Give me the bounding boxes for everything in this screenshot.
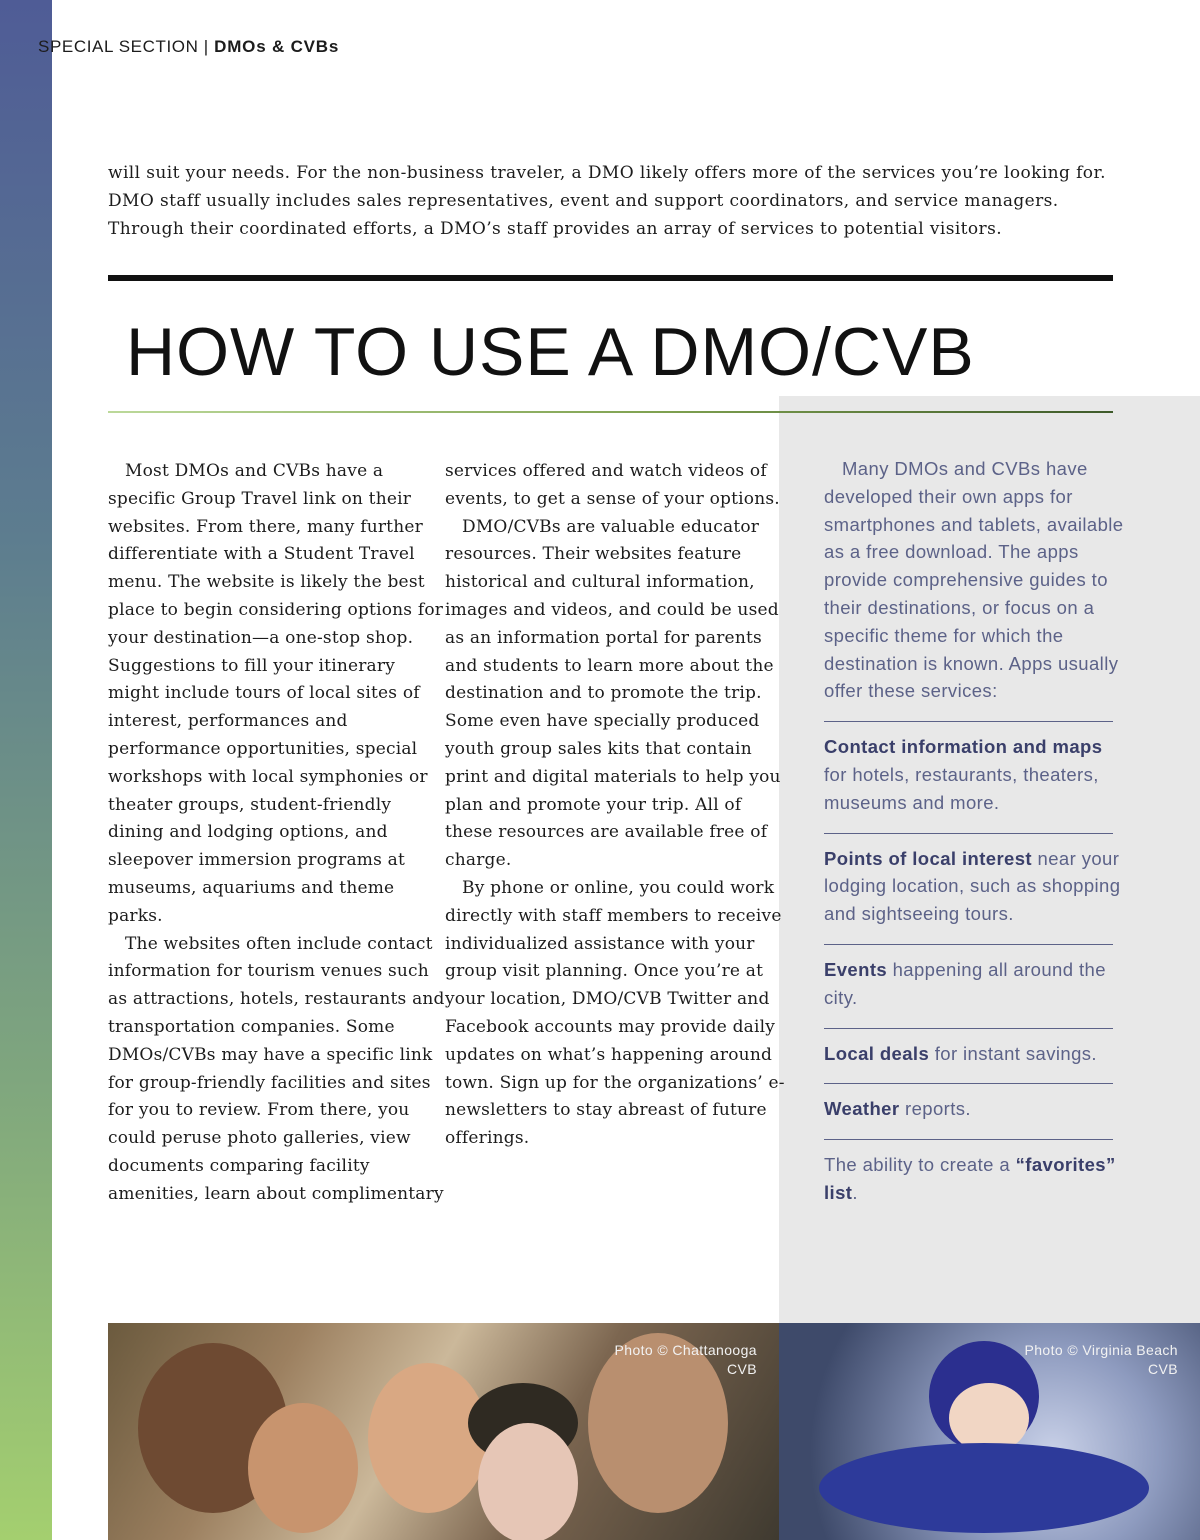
sidebar-item-text: for hotels, restaurants, theaters, museums and more. (824, 763, 1099, 813)
thick-divider (108, 275, 1113, 281)
sidebar-item-text: for instant savings. (929, 1042, 1097, 1064)
flight-suit-figure (819, 1443, 1149, 1533)
sidebar-divider (824, 1139, 1113, 1140)
sidebar-item-deals (824, 1040, 1124, 1068)
section-prefix: SPECIAL SECTION | (38, 37, 215, 56)
intro-paragraph: will suit your needs. For the non-business traveler, a DMO likely offers more of the services you’re looking for. DMO staff usually includes sales representatives, event and support coordinators, and service managers. Through their coordinated efforts, a DMO’s staff provides an array of services to potential visitors. (108, 163, 1106, 239)
photo-children-with-turtle (108, 1323, 779, 1540)
sidebar-item-text: reports. (899, 1098, 971, 1120)
sidebar-item-text: happening all around the city. (824, 958, 1106, 1008)
col1-paragraph-1: Most DMOs and CVBs have a specific Group Travel link on their websites. From there, many further differentiate with a Student Travel menu. The website is likely the best place to begin considering options for your destination—a one-stop shop. Suggestions to fill your itinerary might include tours of local sites of interest, performances and performance opportunities, special workshops with local symphonies or theater groups, student-friendly dining and lodging options, and sleepover immersion programs at museums, aquariums and theme parks. (108, 461, 444, 926)
sidebar-item-favorites (824, 1151, 1124, 1207)
col1-paragraph-2: The websites often include contact information for tourism venues such as attractions, hotels, restaurants and transportation companies. Some DMOs/CVBs may have a specific link for group-friendly facilities and sites for you to review. From there, you could peruse photo galleries, view documents comparing facility amenities, learn about complimentary (108, 933, 445, 1204)
child-figure (248, 1403, 358, 1533)
photo-credit-2: Photo © Virginia Beach CVB (1024, 1342, 1178, 1377)
sidebar-item-text: near your lodging location, such as shopping and sightseeing tours. (824, 847, 1121, 925)
section-name: DMOs & CVBs (214, 37, 340, 56)
photo-indoor-skydiving (779, 1323, 1200, 1540)
sidebar-divider (824, 944, 1113, 945)
sidebar-divider (824, 1028, 1113, 1029)
sidebar-divider (824, 833, 1113, 834)
sidebar-last-bold: “favorites” list (824, 1154, 1116, 1203)
page-headline: HOW TO USE A DMO/CVB (126, 314, 975, 390)
col2-paragraph-2: DMO/CVBs are valuable educator resources. Their websites feature historical and cultural information, images and videos, and could be used as an information portal for parents and students to learn more about the destination and to promote the trip. Some even have specially produced youth group sales kits that contain print and digital materials to help you plan and promote your trip. All of these resources are available free of charge. (445, 516, 781, 871)
article-column-2 (445, 458, 785, 1153)
sidebar-item-bold: Events (824, 958, 888, 980)
photo-credit-1: Photo © Chattanooga CVB (614, 1342, 757, 1377)
sidebar-text (824, 455, 1124, 1207)
sidebar-item-bold: Local deals (824, 1042, 930, 1064)
sidebar-divider (824, 1083, 1113, 1084)
green-divider (108, 411, 1113, 413)
sidebar-last-post: . (852, 1181, 858, 1203)
sidebar-item-bold: Points of local interest (824, 847, 1032, 869)
sidebar-lead: Many DMOs and CVBs have developed their own apps for smartphones and tablets, available as a free download. The apps provide comprehensive guides to their destinations, or focus on a specific theme for which the destination is known. Apps usually offer these services: (824, 458, 1124, 702)
col2-paragraph-1: services offered and watch videos of events, to get a sense of your options. (445, 461, 780, 509)
sidebar-last-pre: The ability to create a (824, 1154, 1016, 1176)
col2-paragraph-3: By phone or online, you could work directly with staff members to receive individualized assistance with your group visit planning. Once you’re at your location, DMO/CVB Twitter and Facebook accounts may provide daily updates on what’s happening around town. Sign up for the organizations’ e-newsletters to stay abreast of future offerings. (445, 877, 785, 1149)
sidebar-divider (824, 721, 1113, 722)
article-column-1 (108, 458, 448, 1209)
child-figure (478, 1423, 578, 1540)
sidebar-item-bold: Weather (824, 1098, 900, 1120)
side-color-band (0, 0, 52, 1540)
sidebar-item-bold: Contact information and maps (824, 736, 1103, 758)
sidebar-item-contact (824, 733, 1124, 816)
sidebar-item-points (824, 845, 1124, 928)
sidebar-item-weather (824, 1095, 1124, 1123)
section-label (38, 37, 339, 57)
child-figure (368, 1363, 488, 1513)
sidebar-item-events (824, 956, 1124, 1012)
